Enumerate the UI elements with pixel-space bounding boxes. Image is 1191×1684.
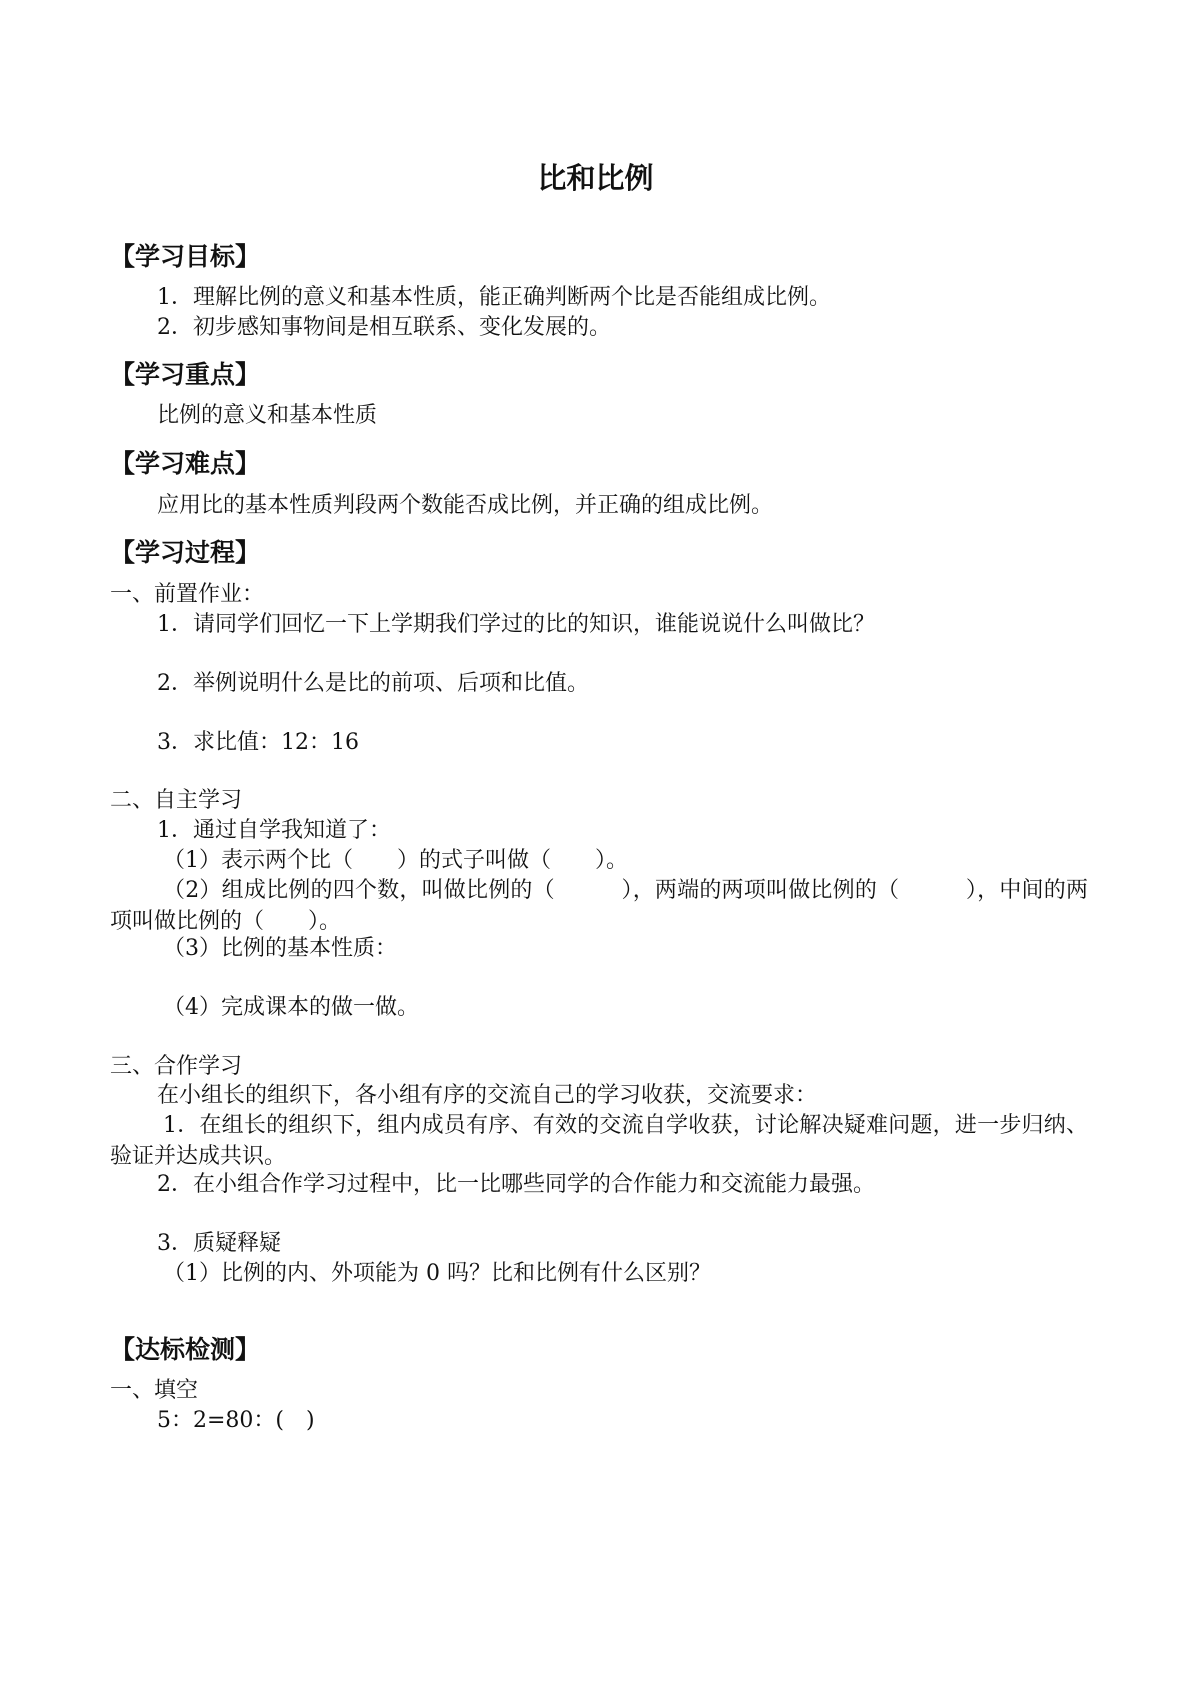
- process-part1-question-2: 2．举例说明什么是比的前项、后项和比值。: [157, 671, 589, 696]
- difficulties-text: 应用比的基本性质判段两个数能否成比例，并正确的组成比例。: [157, 493, 774, 518]
- process-part3-intro: 在小组长的组织下，各小组有序的交流自己的学习收获，交流要求：: [157, 1083, 818, 1108]
- section-heading-process: 【学习过程】: [110, 538, 261, 567]
- key-points-text: 比例的意义和基本性质: [157, 403, 378, 428]
- process-part1-heading: 一、前置作业：: [110, 582, 265, 607]
- process-part3-requirement-3-1: （1）比例的内、外项能为 0 吗？比和比例有什么区别？: [163, 1261, 711, 1286]
- process-part1-question-1: 1．请同学们回忆一下上学期我们学过的比的知识，谁能说说什么叫做比？: [157, 612, 875, 637]
- objective-item-1: 1．理解比例的意义和基本性质，能正确判断两个比是否能组成比例。: [157, 285, 831, 310]
- process-part3-requirement-3: 3．质疑释疑: [157, 1231, 281, 1256]
- assessment-question-1: 5：2=80：( ): [157, 1408, 315, 1433]
- process-part1-question-3: 3．求比值：12：16: [157, 730, 359, 755]
- process-part2-intro: 1．通过自学我知道了：: [157, 818, 391, 843]
- page-title: 比和比例: [537, 161, 654, 195]
- process-part2-item-1: （1）表示两个比（ ）的式子叫做（ ）。: [163, 848, 628, 873]
- objective-item-2: 2．初步感知事物间是相互联系、变化发展的。: [157, 315, 611, 340]
- process-part2-heading: 二、自主学习: [110, 788, 243, 813]
- section-heading-assessment: 【达标检测】: [110, 1335, 261, 1364]
- process-part2-item-2: （2）组成比例的四个数，叫做比例的（ ），两端的两项叫做比例的（ ），中间的两项叫做比例的（ ）。: [110, 878, 1088, 934]
- process-part3-requirement-2: 2．在小组合作学习过程中，比一比哪些同学的合作能力和交流能力最强。: [157, 1172, 875, 1197]
- section-heading-key-points: 【学习重点】: [110, 360, 261, 389]
- process-part3-requirement-1: 1．在组长的组织下，组内成员有序、有效的交流自学收获，讨论解决疑难问题，进一步归纳、验证并达成共识。: [110, 1113, 1088, 1169]
- assessment-part1-heading: 一、填空: [110, 1378, 199, 1403]
- process-part3-heading: 三、合作学习: [110, 1054, 243, 1079]
- process-part2-item-4: （4）完成课本的做一做。: [163, 995, 419, 1020]
- section-heading-objectives: 【学习目标】: [110, 242, 261, 271]
- process-part2-item-3: （3）比例的基本性质：: [163, 936, 397, 961]
- section-heading-difficulties: 【学习难点】: [110, 449, 261, 478]
